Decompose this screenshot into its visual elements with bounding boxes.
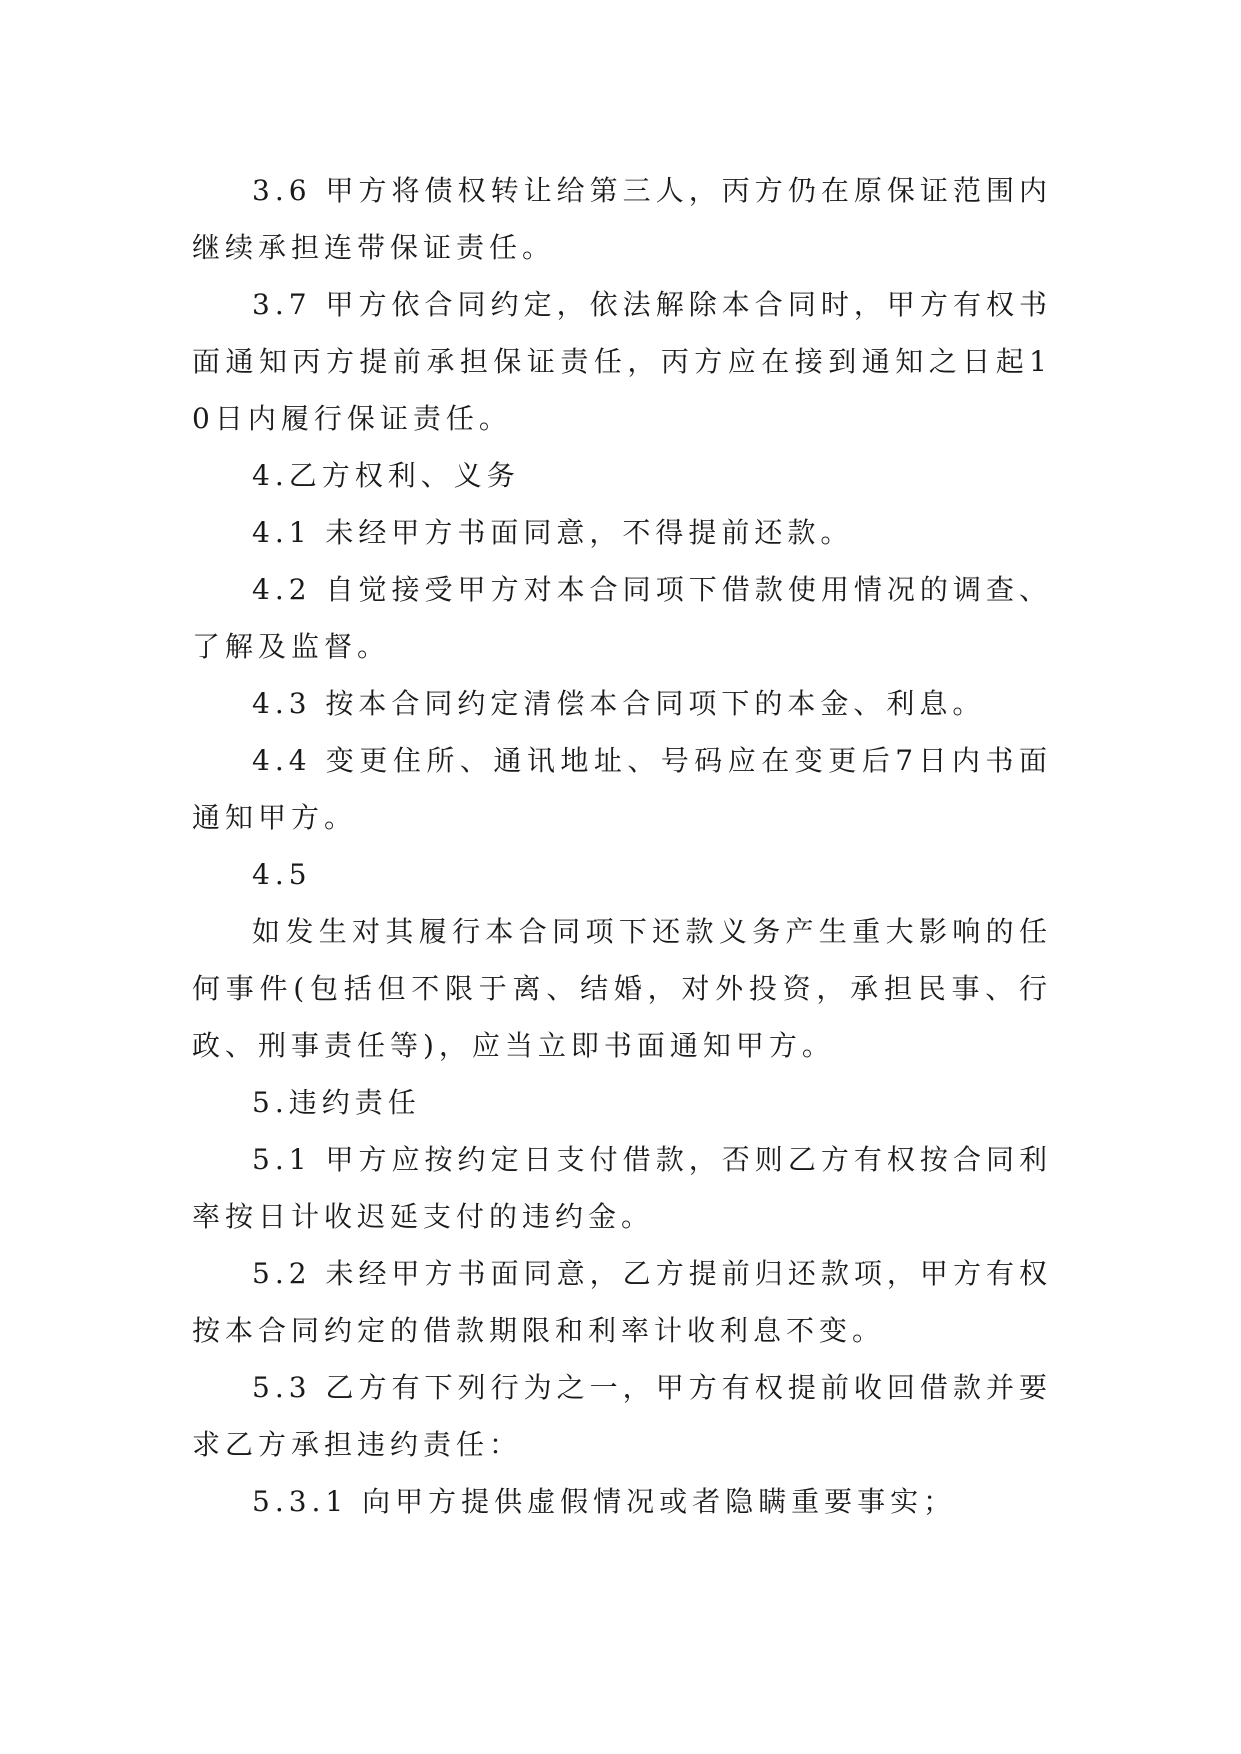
contract-text-body — [192, 162, 1052, 1530]
clause-3-6: 3.6 甲方将债权转让给第三人，丙方仍在原保证范围内继续承担连带保证责任。 — [192, 174, 1052, 264]
clause-4-3: 4.3 按本合同约定清偿本合同项下的本金、利息。 — [252, 687, 986, 720]
clause-5-3-1: 5.3.1 向甲方提供虚假情况或者隐瞒重要事实； — [252, 1485, 957, 1518]
clause-4-1: 4.1 未经甲方书面同意，不得提前还款。 — [252, 516, 854, 549]
clause-3-7: 3.7 甲方依合同约定，依法解除本合同时，甲方有权书面通知丙方提前承担保证责任，丙方应在接到通知之日起10日内履行保证责任。 — [192, 288, 1052, 435]
clause-4-5-text: 如发生对其履行本合同项下还款义务产生重大影响的任何事件(包括但不限于离、结婚，对外投资，承担民事、行政、刑事责任等)，应当立即书面通知甲方。 — [192, 915, 1052, 1062]
clause-4-4: 4.4 变更住所、通讯地址、号码应在变更后7日内书面通知甲方。 — [192, 744, 1052, 834]
section-4-heading: 4.乙方权利、义务 — [252, 459, 520, 492]
section-5-heading: 5.违约责任 — [252, 1086, 421, 1119]
clause-5-1: 5.1 甲方应按约定日支付借款，否则乙方有权按合同利率按日计收迟延支付的违约金。 — [192, 1143, 1052, 1233]
clause-4-2: 4.2 自觉接受甲方对本合同项下借款使用情况的调查、了解及监督。 — [192, 573, 1052, 663]
clause-4-5-number: 4.5 — [252, 858, 312, 891]
clause-5-3: 5.3 乙方有下列行为之一，甲方有权提前收回借款并要求乙方承担违约责任： — [192, 1371, 1052, 1461]
clause-5-2: 5.2 未经甲方书面同意，乙方提前归还款项，甲方有权按本合同约定的借款期限和利率计收利息不变。 — [192, 1257, 1052, 1347]
